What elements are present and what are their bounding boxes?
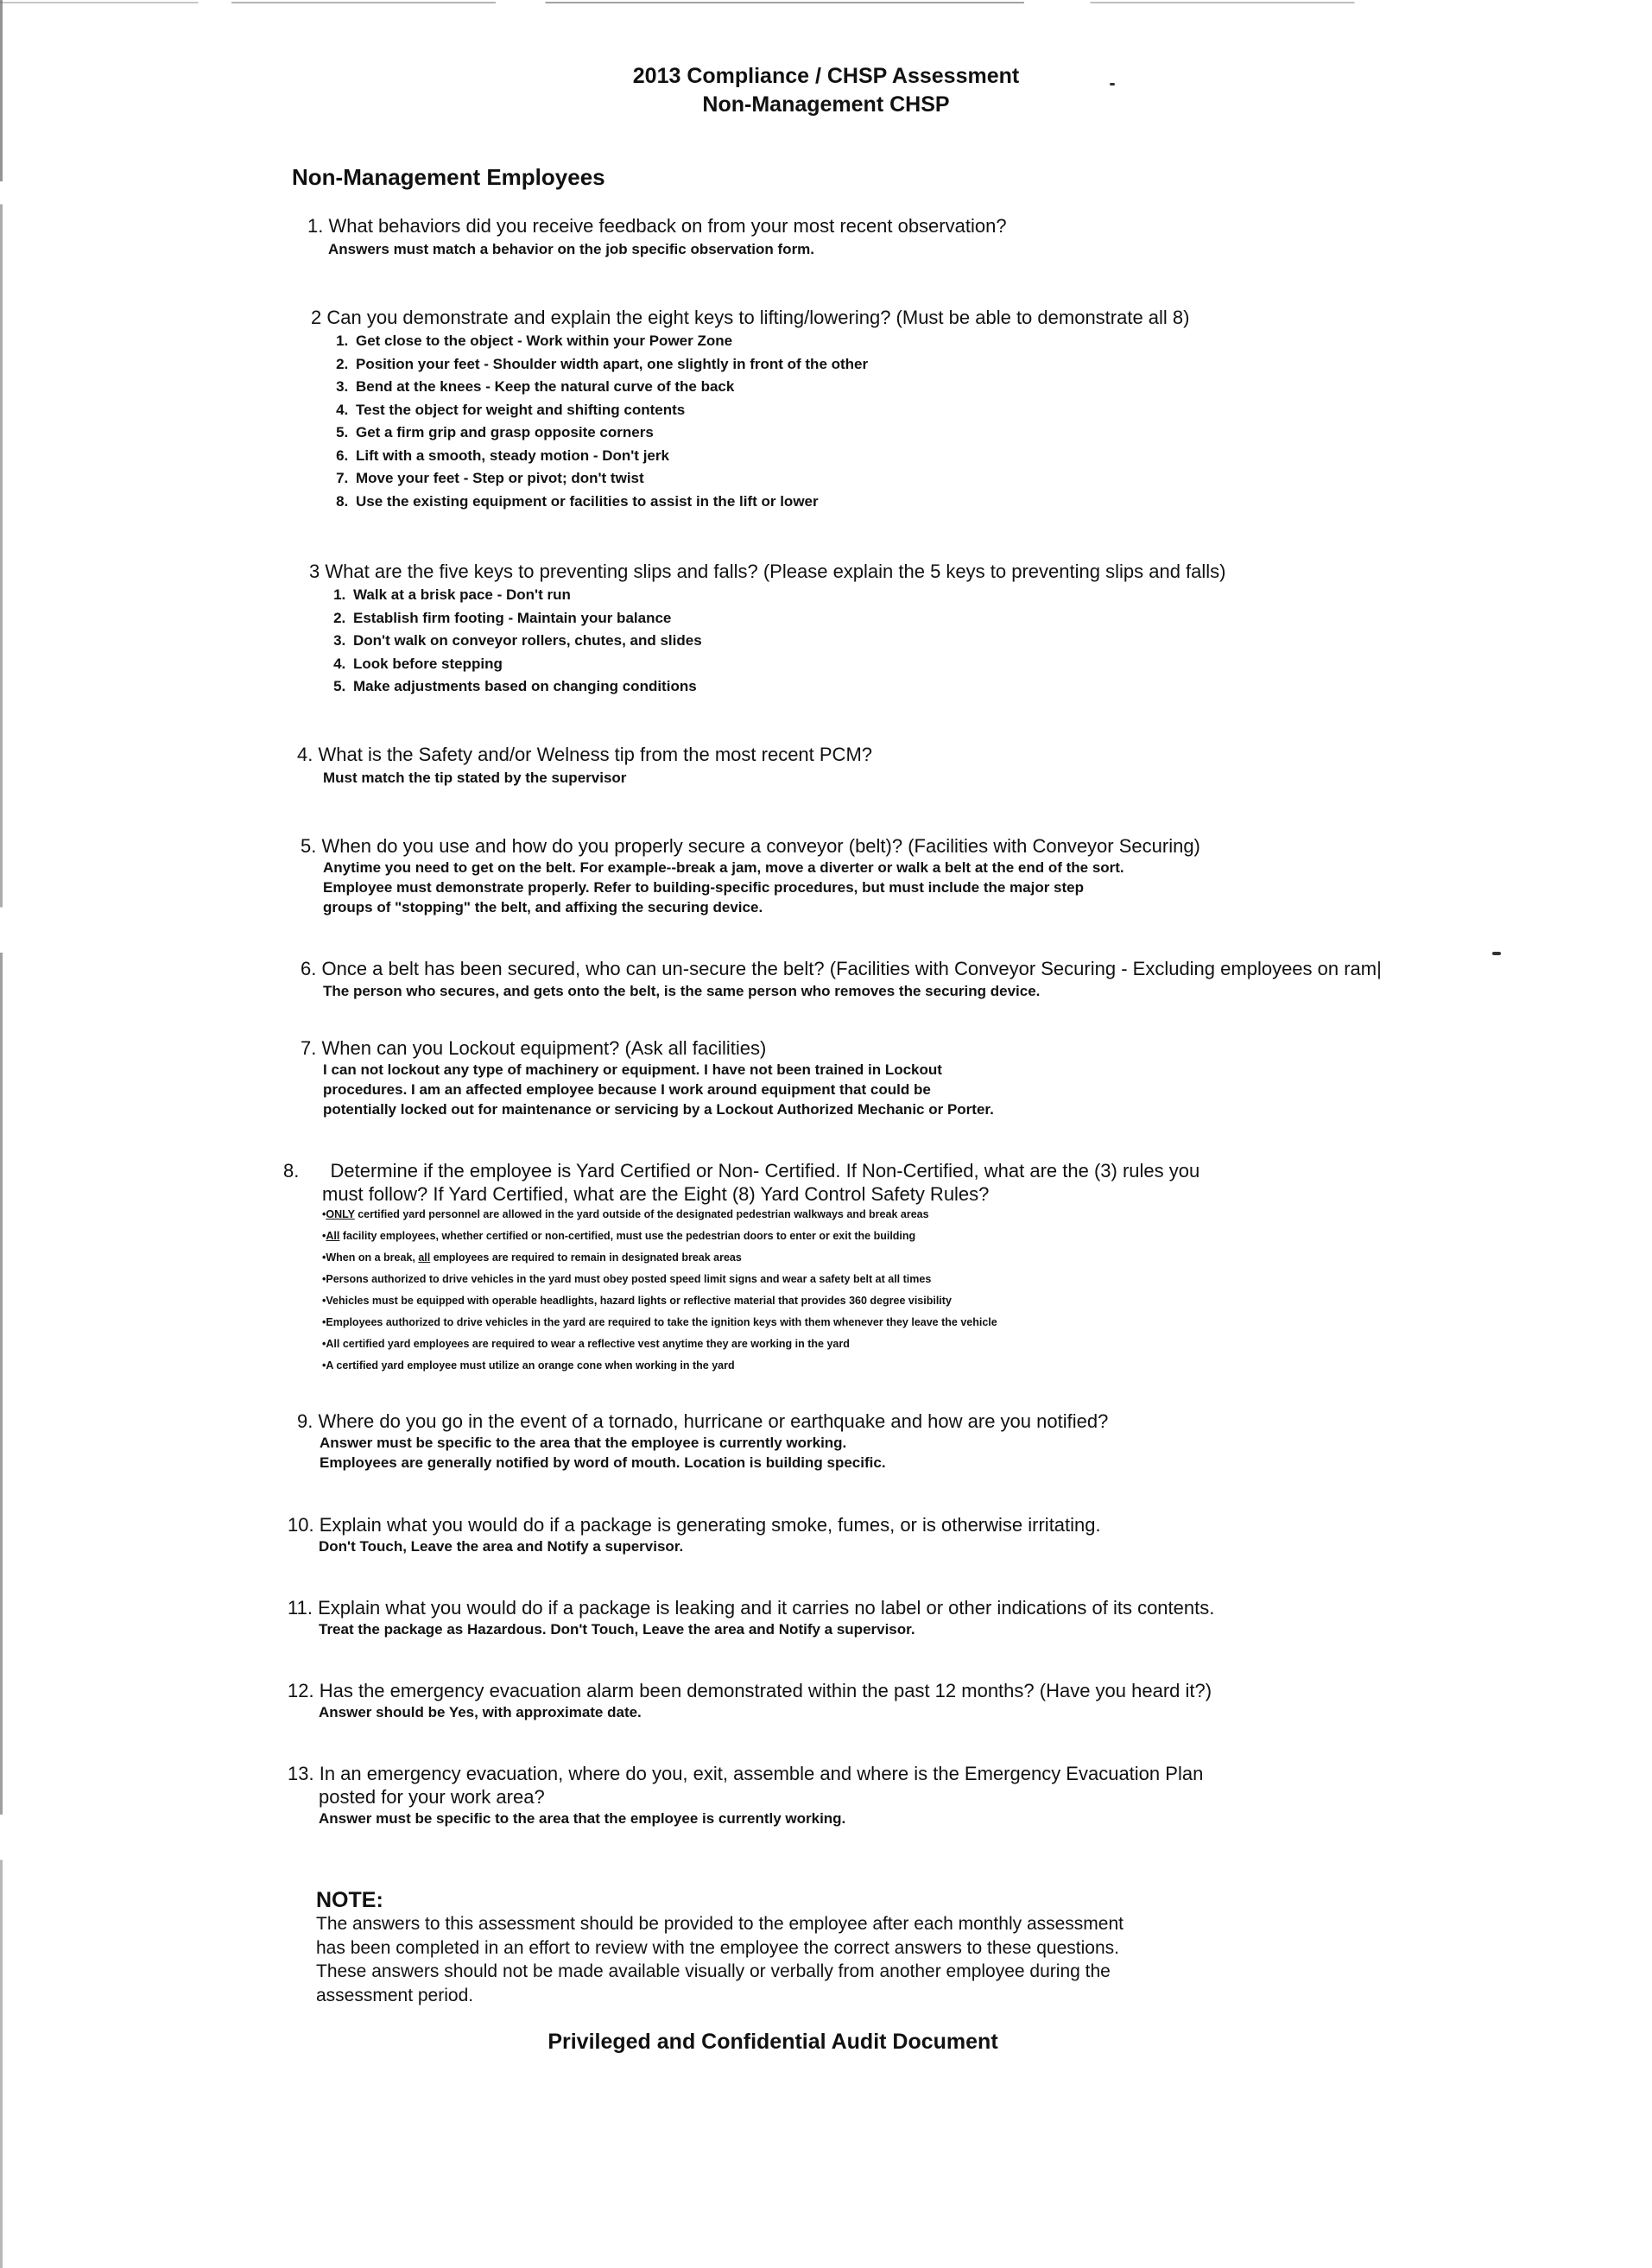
list-item: 1. Walk at a brisk pace - Don't run — [350, 584, 1225, 607]
question-text-continued: posted for your work area? — [319, 1786, 545, 1808]
list-item: •All certified yard employees are required to wear a reflective vest anytime they are working in the yard — [322, 1338, 850, 1350]
question-text: Explain what you would do if a package is generating smoke, fumes, or is otherwise irritating. — [319, 1514, 1101, 1536]
question-4 — [297, 743, 872, 788]
note-heading: NOTE: — [316, 1888, 383, 1912]
list-item: •Persons authorized to drive vehicles in the yard must obey posted speed limit signs and wear a safety belt at all times — [322, 1273, 932, 1285]
question-1 — [307, 214, 1007, 259]
list-item: 6. Lift with a smooth, steady motion - Don't jerk — [352, 445, 1190, 468]
list-item: 3. Bend at the knees - Keep the natural curve of the back — [352, 376, 1190, 399]
question-number: 4. — [297, 744, 313, 765]
question-text-continued: must follow? If Yard Certified, what are the Eight (8) Yard Control Safety Rules? — [322, 1183, 990, 1205]
question-text: When can you Lockout equipment? (Ask all facilities) — [321, 1037, 767, 1059]
question-8 — [283, 1159, 1199, 1377]
question-number: 2 — [311, 307, 322, 328]
answer-line: Answers must match a behavior on the job specific observation form. — [328, 241, 815, 257]
answer-line: Must match the tip stated by the supervisor — [323, 770, 627, 786]
list-item: 5. Get a firm grip and grasp opposite corners — [352, 421, 1190, 445]
question-text: In an emergency evacuation, where do you, exit, assemble and where is the Emergency Evacuation Plan — [319, 1763, 1204, 1784]
yard-rules-list — [322, 1204, 1199, 1377]
question-text: What is the Safety and/or Welness tip from the most recent PCM? — [318, 744, 873, 765]
question-text: Determine if the employee is Yard Certified or Non- Certified. If Non-Certified, what are the (3) rules you — [330, 1160, 1200, 1182]
list-item: •Vehicles must be equipped with operable headlights, hazard lights or reflective material that provides 360 degree visibility — [322, 1295, 952, 1307]
list-item: 2. Position your feet - Shoulder width apart, one slightly in front of the other — [352, 353, 1190, 377]
question-number: 12. — [288, 1680, 314, 1701]
lifting-keys-list — [311, 330, 1190, 513]
question-number: 11. — [288, 1597, 313, 1619]
question-number: 13. — [288, 1763, 314, 1784]
list-item: 4. Look before stepping — [350, 653, 1225, 676]
list-item: 5. Make adjustments based on changing conditions — [350, 675, 1225, 699]
question-text: Has the emergency evacuation alarm been demonstrated within the past 12 months? (Have you heard it?) — [319, 1680, 1212, 1701]
answer-line: Employee must demonstrate properly. Refer to building-specific procedures, but must include the major step — [323, 879, 1085, 896]
confidentiality-footer: Privileged and Confidential Audit Document — [548, 2030, 998, 2054]
question-number: 9. — [297, 1410, 313, 1432]
question-10 — [288, 1513, 1101, 1556]
question-11 — [288, 1596, 1214, 1639]
question-5 — [301, 834, 1200, 917]
answer-line: Treat the package as Hazardous. Don't Touch, Leave the area and Notify a supervisor. — [319, 1621, 915, 1638]
scan-artifact-top — [0, 2, 1652, 3]
list-item: •A certified yard employee must utilize an orange cone when working in the yard — [322, 1359, 735, 1372]
document-subtitle: Non-Management CHSP — [702, 92, 950, 117]
question-number: 3 — [309, 561, 320, 582]
question-text: Where do you go in the event of a tornado, hurricane or earthquake and how are you notified? — [318, 1410, 1109, 1432]
scan-speck — [1492, 952, 1501, 955]
question-text: Explain what you would do if a package is leaking and it carries no label or other indications of its contents. — [318, 1597, 1215, 1619]
question-3 — [309, 560, 1225, 699]
question-12 — [288, 1679, 1212, 1722]
list-item: •Employees authorized to drive vehicles in the yard are required to take the ignition keys with them whenever they leave the vehicle — [322, 1316, 997, 1328]
question-number: 1. — [307, 215, 324, 237]
section-title: Non-Management Employees — [292, 164, 605, 190]
list-item: •ONLY certified yard personnel are allowed in the yard outside of the designated pedestrian walkways and break areas — [322, 1208, 929, 1220]
answer-line: Anytime you need to get on the belt. For example--break a jam, move a diverter or walk a belt at the end of the sort. — [323, 859, 1124, 876]
answer-line: Answer must be specific to the area that the employee is currently working. — [320, 1435, 847, 1451]
answer-line: procedures. I am an affected employee because I work around equipment that could be — [323, 1081, 931, 1098]
answer-line: potentially locked out for maintenance or servicing by a Lockout Authorized Mechanic or Porter. — [323, 1101, 994, 1118]
list-item: •When on a break, all employees are required to remain in designated break areas — [322, 1251, 742, 1264]
list-item: 4. Test the object for weight and shifting contents — [352, 399, 1190, 422]
note-body: The answers to this assessment should be provided to the employee after each monthly assessment has been completed in an effort to review with tne employee the correct answers to these questions. These answers should not be made available visually or verbally from another employee during the assessment period. — [316, 1914, 1123, 2005]
question-number: 10. — [288, 1514, 314, 1536]
question-text: What are the five keys to preventing slips and falls? (Please explain the 5 keys to preventing slips and falls) — [325, 561, 1226, 582]
answer-line: groups of "stopping" the belt, and affixing the securing device. — [323, 899, 763, 915]
question-9 — [297, 1410, 1108, 1473]
answer-line: I can not lockout any type of machinery or equipment. I have not been trained in Lockout — [323, 1061, 942, 1078]
list-item: 1. Get close to the object - Work within your Power Zone — [352, 330, 1190, 353]
document-title: 2013 Compliance / CHSP Assessment — [632, 64, 1020, 88]
answer-line: Don't Touch, Leave the area and Notify a supervisor. — [319, 1538, 684, 1555]
question-text: Once a belt has been secured, who can un-secure the belt? (Facilities with Conveyor Securing - Excluding employees on ram| — [321, 958, 1382, 979]
question-number: 8. — [283, 1160, 300, 1182]
question-13 — [288, 1762, 1203, 1828]
scan-artifact-left — [0, 0, 3, 2268]
question-number: 7. — [301, 1037, 317, 1059]
question-text: Can you demonstrate and explain the eight keys to lifting/lowering? (Must be able to demonstrate all 8) — [326, 307, 1190, 328]
question-number: 5. — [301, 835, 317, 857]
question-2 — [311, 306, 1190, 513]
answer-line: Answer should be Yes, with approximate date. — [319, 1704, 642, 1720]
question-text: What behaviors did you receive feedback on from your most recent observation? — [328, 215, 1007, 237]
slips-falls-keys-list — [309, 584, 1225, 699]
question-text: When do you use and how do you properly secure a conveyor (belt)? (Facilities with Conveyor Securing) — [321, 835, 1200, 857]
question-number: 6. — [301, 958, 317, 979]
answer-line: The person who secures, and gets onto the belt, is the same person who removes the securing device. — [323, 983, 1041, 999]
question-7 — [301, 1036, 994, 1119]
list-item: 3. Don't walk on conveyor rollers, chutes, and slides — [350, 630, 1225, 653]
answer-line: Answer must be specific to the area that the employee is currently working. — [319, 1810, 846, 1827]
list-item: •All facility employees, whether certified or non-certified, must use the pedestrian doors to enter or exit the building — [322, 1230, 916, 1242]
list-item: 8. Use the existing equipment or facilities to assist in the lift or lower — [352, 491, 1190, 514]
answer-line: Employees are generally notified by word of mouth. Location is building specific. — [320, 1454, 886, 1471]
question-6 — [301, 957, 1382, 1001]
list-item: 7. Move your feet - Step or pivot; don't twist — [352, 467, 1190, 491]
list-item: 2. Establish firm footing - Maintain your balance — [350, 607, 1225, 630]
